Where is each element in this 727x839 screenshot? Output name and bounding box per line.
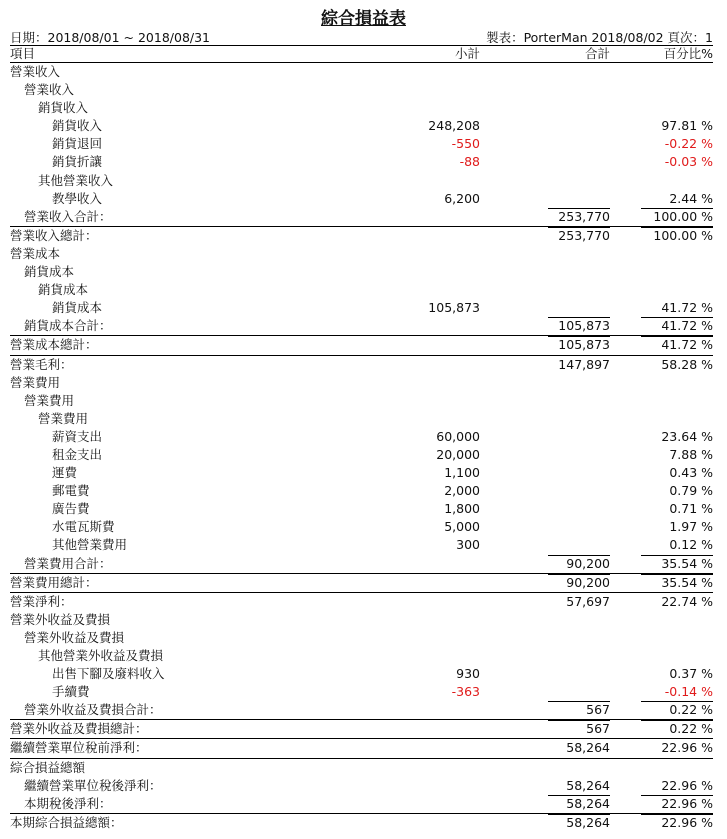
table-row	[10, 777, 713, 795]
percent-value: 7.88 %	[669, 446, 713, 462]
row-label: 營業成本	[10, 245, 61, 261]
percent-value: 0.43 %	[669, 465, 713, 481]
percent-value: 1.97 %	[669, 519, 713, 535]
total-value: 58,264	[566, 777, 610, 793]
date-range: 日期：2018/08/01 ~ 2018/08/31	[10, 30, 211, 45]
percent-value: 0.12 %	[669, 537, 713, 553]
percent-value: -0.03 %	[664, 154, 713, 170]
report-title: 綜合損益表	[321, 9, 406, 29]
subtotal-value: 60,000	[436, 428, 480, 444]
subtotal-value: -363	[451, 684, 480, 700]
total-value: 105,873	[558, 318, 610, 334]
table-row	[10, 720, 713, 739]
percent-value: 0.37 %	[669, 666, 713, 682]
total-value: 58,264	[566, 740, 610, 756]
total-value: 105,873	[558, 337, 610, 353]
row-label: 營業外收益及費損合計：	[24, 702, 162, 718]
percent-value: 2.44 %	[669, 190, 713, 206]
percent-value: 41.72 %	[661, 300, 713, 316]
row-label: 銷貨折讓	[52, 154, 103, 170]
table-row	[10, 428, 713, 446]
total-value: 57,697	[566, 593, 610, 609]
report-header	[10, 28, 713, 44]
row-label: 薪資支出	[52, 428, 103, 444]
row-label: 營業淨利：	[10, 593, 73, 609]
table-row	[10, 245, 713, 263]
percent-value: 0.79 %	[669, 483, 713, 499]
row-label: 營業外收益及費損	[10, 611, 111, 627]
percent-value: 23.64 %	[661, 428, 713, 444]
table-row	[10, 518, 713, 536]
row-label: 營業費用合計：	[24, 555, 112, 571]
percent-value: 97.81 %	[661, 118, 713, 134]
table-row	[10, 263, 713, 281]
row-label: 營業毛利：	[10, 356, 73, 372]
table-row	[10, 536, 713, 554]
table-row	[10, 135, 713, 153]
table-row	[10, 593, 713, 611]
total-value: 90,200	[566, 574, 610, 590]
subtotal-value: -88	[459, 154, 480, 170]
row-label: 營業費用總計：	[10, 574, 98, 590]
row-label: 營業收入	[10, 64, 61, 79]
table-row	[10, 795, 713, 814]
total-value: 58,264	[566, 814, 610, 830]
row-label: 銷貨成本	[24, 264, 75, 280]
percent-value: -0.14 %	[664, 684, 713, 700]
percent-value: 0.22 %	[669, 721, 713, 737]
table-row	[10, 814, 713, 832]
subtotal-value: 5,000	[444, 519, 480, 535]
table-row	[10, 117, 713, 135]
table-row	[10, 574, 713, 593]
row-label: 其他營業收入	[38, 172, 114, 188]
table-row	[10, 683, 713, 701]
row-label: 其他營業費用	[52, 537, 128, 553]
table-row	[10, 500, 713, 518]
subtotal-value: 300	[456, 537, 480, 553]
row-label: 本期綜合損益總額：	[10, 814, 123, 830]
table-row	[10, 317, 713, 336]
table-row	[10, 227, 713, 245]
subtotal-value: 930	[456, 666, 480, 682]
row-label: 銷貨成本	[38, 282, 89, 298]
row-label: 教學收入	[52, 190, 103, 206]
row-label: 營業收入總計：	[10, 227, 98, 243]
row-label: 綜合損益總額	[10, 759, 86, 775]
total-value: 147,897	[558, 356, 610, 372]
row-label: 銷貨成本	[52, 300, 103, 316]
column-header-row	[10, 45, 713, 63]
table-row	[10, 759, 713, 777]
row-label: 銷貨收入	[38, 100, 89, 116]
column-total: 合計	[584, 46, 610, 61]
table-row	[10, 446, 713, 464]
table-row	[10, 392, 713, 410]
row-label: 營業成本總計：	[10, 337, 98, 353]
table-row	[10, 153, 713, 171]
percent-value: 0.22 %	[669, 702, 713, 718]
subtotal-value: 20,000	[436, 446, 480, 462]
total-value: 90,200	[566, 555, 610, 571]
row-label: 營業費用	[10, 374, 61, 390]
table-row	[10, 172, 713, 190]
table-row	[10, 482, 713, 500]
percent-value: 41.72 %	[661, 318, 713, 334]
subtotal-value: -550	[451, 136, 480, 152]
percent-value: 41.72 %	[661, 337, 713, 353]
percent-value: 100.00 %	[653, 208, 713, 224]
table-row	[10, 281, 713, 299]
table-row	[10, 701, 713, 720]
row-label: 營業收入	[24, 82, 75, 98]
subtotal-value: 248,208	[428, 118, 480, 134]
percent-value: -0.22 %	[664, 136, 713, 152]
table-row	[10, 63, 713, 81]
percent-value: 0.71 %	[669, 501, 713, 517]
row-label: 營業外收益及費損總計：	[10, 721, 148, 737]
percent-value: 22.96 %	[661, 740, 713, 756]
table-row	[10, 410, 713, 428]
subtotal-value: 1,800	[444, 501, 480, 517]
total-value: 253,770	[558, 208, 610, 224]
income-statement-table	[10, 45, 713, 832]
row-label: 廣告費	[52, 501, 90, 517]
total-value: 253,770	[558, 227, 610, 243]
row-label: 其他營業外收益及費損	[38, 648, 164, 663]
table-row	[10, 464, 713, 482]
row-label: 銷貨成本合計：	[24, 318, 112, 334]
table-row	[10, 555, 713, 574]
column-item: 項目	[10, 46, 36, 61]
row-label: 繼續營業單位稅前淨利：	[10, 740, 148, 756]
row-label: 出售下腳及廢料收入	[52, 666, 165, 682]
row-label: 租金支出	[52, 446, 103, 462]
table-row	[10, 611, 713, 629]
table-row	[10, 190, 713, 208]
row-label: 營業收入合計：	[24, 208, 112, 224]
table-row	[10, 665, 713, 683]
column-percent: 百分比%	[663, 46, 713, 61]
percent-value: 22.74 %	[661, 593, 713, 609]
row-label: 營業外收益及費損	[24, 629, 125, 645]
percent-value: 22.96 %	[661, 814, 713, 830]
subtotal-value: 6,200	[444, 190, 480, 206]
percent-value: 58.28 %	[661, 356, 713, 372]
row-label: 銷貨收入	[52, 118, 103, 134]
percent-value: 35.54 %	[661, 574, 713, 590]
row-label: 郵電費	[52, 483, 90, 499]
table-row	[10, 374, 713, 392]
row-label: 銷貨退回	[52, 136, 103, 152]
column-subtotal: 小計	[454, 46, 480, 61]
row-label: 營業費用	[38, 410, 89, 426]
report-maker: 製表：PorterMan 2018/08/02 頁次：1	[486, 30, 713, 45]
percent-value: 22.96 %	[661, 795, 713, 811]
table-row	[10, 81, 713, 99]
subtotal-value: 2,000	[444, 483, 480, 499]
table-row	[10, 336, 713, 355]
row-label: 手續費	[52, 684, 90, 700]
percent-value: 100.00 %	[653, 227, 713, 243]
total-value: 58,264	[566, 795, 610, 811]
table-row	[10, 739, 713, 758]
row-label: 繼續營業單位稅後淨利：	[24, 777, 162, 793]
total-value: 567	[586, 721, 610, 737]
table-row	[10, 208, 713, 227]
row-label: 營業費用	[24, 392, 75, 408]
table-row	[10, 99, 713, 117]
subtotal-value: 1,100	[444, 465, 480, 481]
percent-value: 22.96 %	[661, 777, 713, 793]
row-label: 運費	[52, 465, 78, 481]
row-label: 水電瓦斯費	[52, 519, 115, 535]
table-row	[10, 647, 713, 665]
percent-value: 35.54 %	[661, 555, 713, 571]
table-row	[10, 629, 713, 647]
subtotal-value: 105,873	[428, 300, 480, 316]
row-label: 本期稅後淨利：	[24, 795, 112, 811]
total-value: 567	[586, 702, 610, 718]
table-row	[10, 299, 713, 317]
table-row	[10, 356, 713, 374]
